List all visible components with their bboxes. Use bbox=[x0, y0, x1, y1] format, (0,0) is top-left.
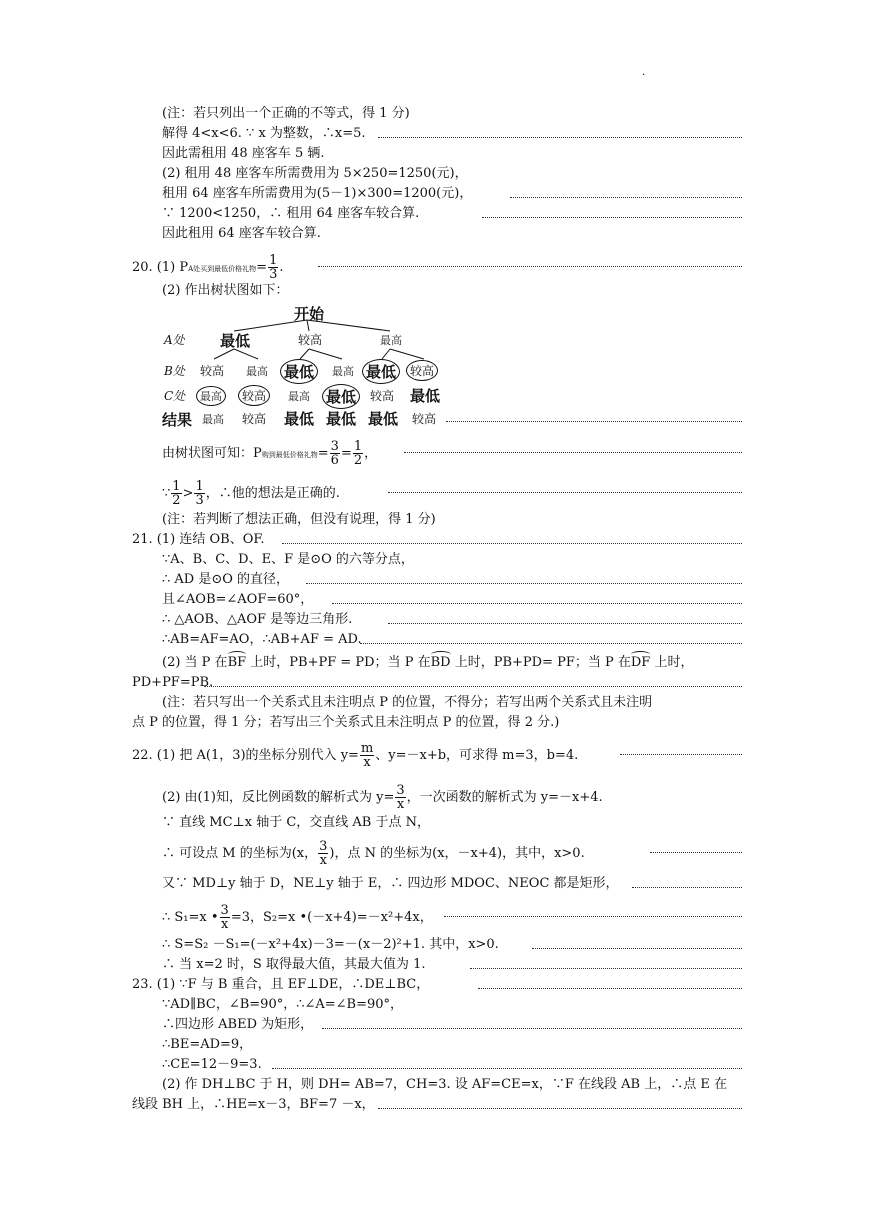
tree-node: 最低 bbox=[410, 387, 441, 405]
fraction: $\frac{1}{2}$ bbox=[172, 479, 181, 508]
tree-node: 最高 bbox=[288, 390, 310, 403]
tree-node: 最低 bbox=[220, 332, 251, 350]
fraction: $\frac{1}{3}$ bbox=[195, 479, 204, 508]
leader-dots bbox=[282, 543, 742, 544]
result-node: 最低 bbox=[284, 410, 315, 428]
row-label: B处 bbox=[164, 364, 185, 378]
leader-dots bbox=[318, 266, 742, 267]
tree-node: 最高 bbox=[246, 365, 268, 378]
leader-dots bbox=[510, 197, 742, 198]
row-label: A处 bbox=[164, 333, 185, 347]
tree-node-circled: 较高 bbox=[406, 360, 438, 381]
tree-node-circled: 较高 bbox=[238, 385, 270, 406]
tree-diagram bbox=[162, 303, 447, 429]
leader-dots bbox=[378, 137, 742, 138]
leader-dots bbox=[620, 754, 742, 755]
tree-node-circled: 最低 bbox=[362, 359, 400, 384]
leader-dots bbox=[444, 916, 742, 917]
result-node: 最低 bbox=[326, 410, 357, 428]
result-node: 较高 bbox=[412, 412, 437, 426]
tree-node: 最高 bbox=[332, 365, 354, 378]
leader-dots bbox=[632, 887, 742, 888]
leader-dots bbox=[404, 452, 742, 453]
leader-dots bbox=[360, 643, 742, 644]
tree-node-circled: 最低 bbox=[322, 384, 360, 409]
fraction: $\frac{3}{x}$ bbox=[396, 783, 405, 812]
leader-dots bbox=[322, 1028, 742, 1029]
arc-notation: BF bbox=[227, 655, 247, 670]
fraction: $\frac{3}{x}$ bbox=[220, 903, 229, 932]
row-label: 结果 bbox=[162, 411, 193, 429]
tree-node-circled: 最低 bbox=[280, 359, 318, 384]
tree-node: 较高 bbox=[200, 364, 225, 378]
tree-node: 最高 bbox=[380, 334, 402, 347]
fraction: $\frac{1}{3}$ bbox=[269, 253, 278, 282]
row-label: C处 bbox=[164, 389, 186, 403]
leader-dots bbox=[482, 217, 742, 218]
leader-dots bbox=[532, 948, 742, 949]
arc-notation: BD bbox=[430, 655, 451, 670]
result-node: 较高 bbox=[242, 412, 267, 426]
leader-dots bbox=[478, 988, 742, 989]
leader-dots bbox=[470, 968, 742, 969]
tree-node-circled: 最高 bbox=[196, 386, 226, 406]
leader-dots bbox=[332, 603, 742, 604]
arc-notation: DF bbox=[630, 655, 651, 670]
leader-dots bbox=[306, 583, 742, 584]
leader-dots bbox=[446, 421, 742, 422]
fraction: $\frac{m}{x}$ bbox=[360, 741, 374, 770]
fraction: $\frac{3}{x}$ bbox=[319, 839, 328, 868]
result-node: 最高 bbox=[202, 413, 224, 426]
tree-node: 较高 bbox=[370, 389, 395, 403]
leader-dots bbox=[378, 1108, 742, 1109]
page-mark: · bbox=[642, 70, 646, 81]
leader-dots bbox=[272, 1068, 742, 1069]
leader-dots bbox=[204, 686, 742, 687]
tree-root: 开始 bbox=[294, 305, 325, 323]
leader-dots bbox=[388, 492, 742, 493]
leader-dots bbox=[388, 623, 742, 624]
leader-dots bbox=[650, 852, 742, 853]
result-node: 最低 bbox=[368, 410, 399, 428]
fraction: $\frac{3}{6}$ bbox=[330, 439, 339, 468]
fraction: $\frac{1}{2}$ bbox=[353, 439, 363, 468]
tree-node: 较高 bbox=[298, 333, 323, 347]
